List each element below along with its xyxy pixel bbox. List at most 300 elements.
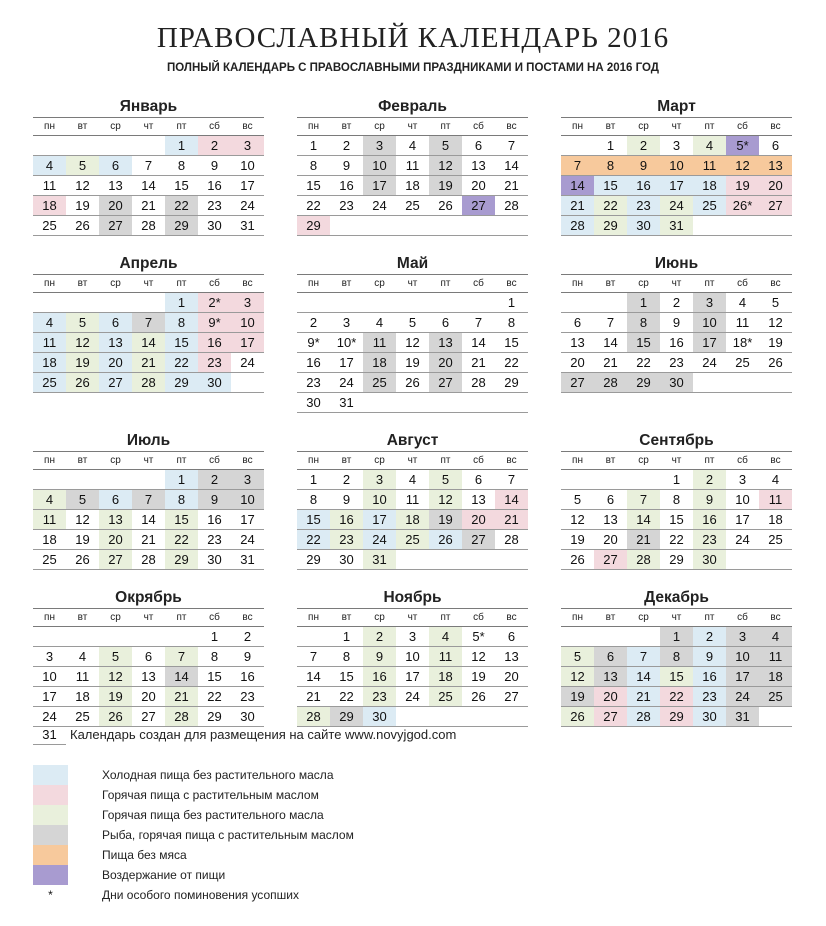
day-cell: 15: [165, 510, 198, 529]
day-cell: 19: [726, 176, 759, 195]
weekday-label: чт: [407, 612, 418, 623]
day-cell: 1: [165, 136, 198, 155]
week-row: [33, 530, 264, 550]
day-cell: 4: [375, 315, 384, 330]
weekday-label: пт: [704, 612, 715, 623]
week-row: [33, 647, 264, 667]
day-cell: 25: [405, 198, 420, 213]
empty-cell: [693, 216, 726, 235]
day-cell: 22: [594, 196, 627, 215]
day-cell: 17: [339, 355, 354, 370]
weekday-label: пт: [440, 278, 451, 289]
day-cell: 2: [198, 136, 231, 155]
month-block: [561, 431, 792, 570]
day-cell: 5: [573, 492, 582, 507]
day-cell: 9: [243, 649, 252, 664]
empty-cell: [363, 393, 396, 412]
day-cell: 10: [240, 158, 255, 173]
month-block: [561, 254, 792, 393]
day-cell: 26: [66, 373, 99, 392]
day-cell: 29: [504, 375, 519, 390]
day-cell: 8: [309, 492, 318, 507]
day-cell: 14: [132, 333, 165, 352]
day-cell: 26: [570, 552, 585, 567]
empty-cell: [429, 293, 462, 312]
month-name: Май: [396, 255, 429, 272]
legend-swatch: [33, 785, 68, 805]
day-cell: 6: [606, 492, 615, 507]
week-row: [297, 510, 528, 530]
day-cell: 30: [207, 552, 222, 567]
day-cell: 17: [240, 178, 255, 193]
day-cell: 17: [660, 176, 693, 195]
day-cell: 17: [693, 333, 726, 352]
day-cell: 17: [231, 333, 264, 352]
week-row: [561, 707, 792, 727]
week-row: [297, 156, 528, 176]
extra-day-cell: 31: [33, 725, 66, 745]
day-cell: 8: [672, 492, 681, 507]
day-cell: 27: [462, 196, 495, 215]
week-row: [561, 333, 792, 353]
day-cell: 24: [372, 198, 387, 213]
day-cell: 18: [42, 532, 57, 547]
day-cell: 8: [210, 649, 219, 664]
day-cell: 22: [165, 353, 198, 372]
weekday-label: пт: [176, 121, 187, 132]
day-cell: 20: [99, 196, 132, 215]
day-cell: 3: [363, 470, 396, 489]
day-cell: 17: [735, 512, 750, 527]
day-cell: 6: [771, 138, 780, 153]
week-row: [33, 196, 264, 216]
weekday-header: [297, 608, 528, 627]
empty-cell: [726, 216, 759, 235]
empty-cell: [462, 293, 495, 312]
day-cell: 16: [306, 355, 321, 370]
day-cell: 23: [693, 530, 726, 549]
day-cell: 29: [165, 216, 198, 235]
day-cell: 26: [438, 198, 453, 213]
empty-cell: [396, 550, 429, 569]
week-row: [561, 550, 792, 570]
empty-cell: [759, 550, 792, 569]
day-cell: 18: [75, 689, 90, 704]
legend-swatch: [33, 825, 68, 845]
day-cell: 21: [627, 687, 660, 706]
weekday-label: вс: [242, 121, 253, 132]
day-cell: 24: [240, 532, 255, 547]
weekday-label: пт: [176, 612, 187, 623]
day-cell: 9: [693, 490, 726, 509]
week-row: [33, 707, 264, 727]
day-cell: 11: [429, 647, 462, 666]
month-name: Сентябрь: [639, 432, 714, 449]
empty-cell: [66, 470, 99, 489]
day-cell: 16: [207, 512, 222, 527]
day-cell: 12: [66, 333, 99, 352]
day-cell: 8: [507, 315, 516, 330]
day-cell: 11: [405, 492, 420, 507]
weekday-label: ср: [374, 612, 385, 623]
month-name: Январь: [119, 98, 178, 115]
day-cell: 20: [462, 510, 495, 529]
empty-cell: [66, 136, 99, 155]
day-cell: 23: [198, 353, 231, 372]
day-cell: 12: [570, 512, 585, 527]
day-cell: 3: [45, 649, 54, 664]
empty-cell: [33, 627, 66, 646]
weekday-label: чт: [671, 278, 682, 289]
day-cell: 5: [66, 156, 99, 175]
day-cell: 30: [693, 707, 726, 726]
day-cell: 7: [561, 156, 594, 175]
week-row: [561, 293, 792, 313]
day-cell: 1: [210, 629, 219, 644]
weekday-label: ср: [374, 455, 385, 466]
day-cell: 1: [342, 629, 351, 644]
day-cell: 13: [570, 335, 585, 350]
empty-cell: [462, 393, 495, 412]
day-cell: 22: [504, 355, 519, 370]
day-cell: 31: [240, 218, 255, 233]
empty-cell: [759, 373, 792, 392]
day-cell: 12: [405, 335, 420, 350]
day-cell: 21: [561, 196, 594, 215]
month-name: Декабрь: [644, 589, 709, 606]
day-cell: 26: [471, 689, 486, 704]
day-cell: 5: [99, 647, 132, 666]
day-cell: 3: [231, 470, 264, 489]
day-cell: 12: [99, 667, 132, 686]
day-cell: 28: [561, 216, 594, 235]
empty-cell: [231, 373, 264, 392]
day-cell: 3: [693, 293, 726, 312]
empty-cell: [495, 550, 528, 569]
day-cell: 13: [504, 649, 519, 664]
day-cell: 25: [42, 552, 57, 567]
weekday-label: вс: [770, 121, 781, 132]
day-cell: 15: [339, 669, 354, 684]
day-cell: 8: [342, 649, 351, 664]
day-cell: 17: [405, 669, 420, 684]
day-cell: 24: [405, 689, 420, 704]
day-cell: 5*: [726, 136, 759, 155]
empty-cell: [462, 550, 495, 569]
day-cell: 13: [603, 512, 618, 527]
weekday-label: чт: [143, 455, 154, 466]
weekday-label: пн: [572, 121, 583, 132]
legend-item: [33, 885, 354, 905]
week-row: [561, 667, 792, 687]
day-cell: 14: [471, 335, 486, 350]
weekday-label: сб: [473, 121, 484, 132]
day-cell: 15: [207, 669, 222, 684]
week-row: [33, 550, 264, 570]
legend-swatch: [33, 845, 68, 865]
weekday-label: пн: [308, 612, 319, 623]
month-block: [33, 588, 264, 727]
legend-swatch: [33, 765, 68, 785]
day-cell: 20: [99, 530, 132, 549]
week-row: [561, 627, 792, 647]
day-cell: 8: [627, 313, 660, 332]
day-cell: 11: [33, 333, 66, 352]
day-cell: 24: [660, 196, 693, 215]
legend-label: Дни особого поминовения усопших: [102, 888, 299, 902]
day-cell: 21: [306, 689, 321, 704]
day-cell: 19: [429, 176, 462, 195]
empty-cell: [66, 293, 99, 312]
day-cell: 18: [693, 176, 726, 195]
day-cell: 23: [693, 687, 726, 706]
day-cell: 3: [342, 315, 351, 330]
day-cell: 5: [408, 315, 417, 330]
empty-cell: [297, 627, 330, 646]
week-row: [297, 136, 528, 156]
weekday-label: пн: [44, 278, 55, 289]
weekday-label: вт: [605, 278, 616, 289]
day-cell: 29: [297, 216, 330, 235]
day-cell: 9*: [198, 313, 231, 332]
day-cell: 28: [627, 707, 660, 726]
day-cell: 2: [243, 629, 252, 644]
weekday-label: пт: [704, 455, 715, 466]
day-cell: 15: [669, 512, 684, 527]
empty-cell: [462, 707, 495, 726]
empty-cell: [594, 293, 627, 312]
weekday-label: сб: [209, 612, 220, 623]
day-cell: 23: [669, 355, 684, 370]
day-cell: 20: [570, 355, 585, 370]
weekday-label: чт: [671, 455, 682, 466]
day-cell: 6: [507, 629, 516, 644]
day-cell: 31: [660, 216, 693, 235]
month-name: Март: [657, 98, 696, 115]
day-cell: 14: [306, 669, 321, 684]
month-name: Август: [386, 432, 439, 449]
day-cell: 4: [429, 627, 462, 646]
weekday-header: [561, 274, 792, 293]
day-cell: 22: [660, 687, 693, 706]
weekday-header: [561, 117, 792, 136]
day-cell: 11: [405, 158, 420, 173]
day-cell: 16: [240, 669, 255, 684]
empty-cell: [594, 627, 627, 646]
day-cell: 13: [471, 492, 486, 507]
legend-item: [33, 865, 354, 885]
weekday-label: вт: [77, 455, 88, 466]
day-cell: 18: [363, 353, 396, 372]
day-cell: 21: [132, 353, 165, 372]
day-cell: 14: [561, 176, 594, 195]
month-block: [561, 588, 792, 727]
day-cell: 16: [198, 333, 231, 352]
day-cell: 20: [141, 689, 156, 704]
week-row: [297, 176, 528, 196]
week-row: [297, 687, 528, 707]
weekday-label: пт: [704, 278, 715, 289]
week-row: [297, 373, 528, 393]
day-cell: 10: [231, 313, 264, 332]
week-row: [297, 647, 528, 667]
day-cell: 19: [405, 355, 420, 370]
day-cell: 16: [339, 178, 354, 193]
weekday-label: пт: [440, 455, 451, 466]
weekday-label: вс: [242, 455, 253, 466]
day-cell: 13: [108, 178, 123, 193]
empty-cell: [99, 293, 132, 312]
day-cell: 6: [573, 315, 582, 330]
day-cell: 26: [405, 375, 420, 390]
day-cell: 27: [561, 373, 594, 392]
empty-cell: [561, 470, 594, 489]
weekday-label: пн: [572, 278, 583, 289]
day-cell: 12: [768, 315, 783, 330]
day-cell: 7: [507, 138, 516, 153]
day-cell: 15: [306, 178, 321, 193]
day-cell: 20: [594, 687, 627, 706]
legend-label: Рыба, горячая пища с растительным маслом: [102, 828, 354, 842]
empty-cell: [132, 627, 165, 646]
weekday-label: пт: [176, 278, 187, 289]
empty-cell: [627, 627, 660, 646]
day-cell: 18: [759, 667, 792, 686]
legend-item: [33, 765, 354, 785]
day-cell: 4: [33, 490, 66, 509]
day-cell: 27: [99, 550, 132, 569]
day-cell: 16: [330, 510, 363, 529]
weekday-label: ср: [110, 612, 121, 623]
day-cell: 21: [603, 355, 618, 370]
day-cell: 5: [429, 136, 462, 155]
day-cell: 1: [309, 138, 318, 153]
legend-swatch: [33, 805, 68, 825]
weekday-header: [561, 608, 792, 627]
day-cell: 14: [165, 667, 198, 686]
week-row: [561, 687, 792, 707]
day-cell: 26: [429, 530, 462, 549]
day-cell: 21: [627, 530, 660, 549]
day-cell: 9: [672, 315, 681, 330]
day-cell: 5*: [472, 629, 485, 644]
weekday-label: ср: [110, 278, 121, 289]
empty-cell: [759, 216, 792, 235]
day-cell: 12: [429, 156, 462, 175]
weekday-label: сб: [737, 121, 748, 132]
weekday-header: [297, 274, 528, 293]
day-cell: 12: [429, 490, 462, 509]
day-cell: 22: [297, 530, 330, 549]
empty-cell: [726, 550, 759, 569]
day-cell: 11: [759, 490, 792, 509]
week-row: [33, 293, 264, 313]
weekday-label: пн: [308, 121, 319, 132]
month-block: [297, 254, 528, 413]
day-cell: 1: [507, 295, 516, 310]
week-row: [561, 156, 792, 176]
day-cell: 7: [144, 158, 153, 173]
weekday-label: ср: [638, 612, 649, 623]
day-cell: 16: [669, 335, 684, 350]
week-row: [33, 373, 264, 393]
day-cell: 7: [165, 647, 198, 666]
day-cell: 6: [144, 649, 153, 664]
week-row: [561, 510, 792, 530]
legend-star-symbol: *: [48, 888, 53, 902]
day-cell: 23: [627, 196, 660, 215]
month-block: [561, 97, 792, 236]
weekday-label: пт: [440, 612, 451, 623]
week-row: [297, 490, 528, 510]
day-cell: 25: [75, 709, 90, 724]
day-cell: 27: [759, 196, 792, 215]
weekday-label: пн: [308, 278, 319, 289]
empty-cell: [33, 470, 66, 489]
day-cell: 6: [99, 313, 132, 332]
day-cell: 4: [33, 313, 66, 332]
day-cell: 1: [309, 472, 318, 487]
day-cell: 20: [99, 353, 132, 372]
week-row: [33, 667, 264, 687]
empty-cell: [759, 707, 792, 726]
day-cell: 18: [33, 196, 66, 215]
day-cell: 23: [240, 689, 255, 704]
weekday-label: ср: [638, 278, 649, 289]
weekday-label: вт: [341, 455, 352, 466]
day-cell: 4: [759, 627, 792, 646]
legend-label: Холодная пища без растительного масла: [102, 768, 334, 782]
week-row: [561, 176, 792, 196]
day-cell: 26*: [726, 196, 759, 215]
week-row: [561, 530, 792, 550]
day-cell: 10: [660, 156, 693, 175]
week-row: [561, 353, 792, 373]
weekday-label: ср: [638, 121, 649, 132]
day-cell: 4: [738, 295, 747, 310]
day-cell: 28: [132, 373, 165, 392]
weekday-label: вс: [770, 455, 781, 466]
day-cell: 10: [363, 490, 396, 509]
day-cell: 29: [669, 552, 684, 567]
weekday-label: вт: [605, 612, 616, 623]
month-name: Июль: [126, 432, 171, 449]
day-cell: 13: [429, 333, 462, 352]
day-cell: 7: [627, 490, 660, 509]
day-cell: 2: [627, 136, 660, 155]
day-cell: 2: [363, 627, 396, 646]
day-cell: 29: [594, 216, 627, 235]
day-cell: 23: [207, 532, 222, 547]
week-row: [33, 627, 264, 647]
day-cell: 30: [339, 552, 354, 567]
day-cell: 7: [507, 472, 516, 487]
day-cell: 29: [165, 550, 198, 569]
empty-cell: [132, 470, 165, 489]
month-block: [297, 588, 528, 727]
day-cell: 7: [309, 649, 318, 664]
day-cell: 19: [570, 532, 585, 547]
empty-cell: [594, 470, 627, 489]
day-cell: 17: [726, 667, 759, 686]
day-cell: 1: [660, 627, 693, 646]
day-cell: 2: [342, 472, 351, 487]
day-cell: 10: [363, 156, 396, 175]
week-row: [561, 136, 792, 156]
day-cell: 27: [594, 707, 627, 726]
day-cell: 25: [693, 196, 726, 215]
month-name: Окрябрь: [115, 589, 182, 606]
